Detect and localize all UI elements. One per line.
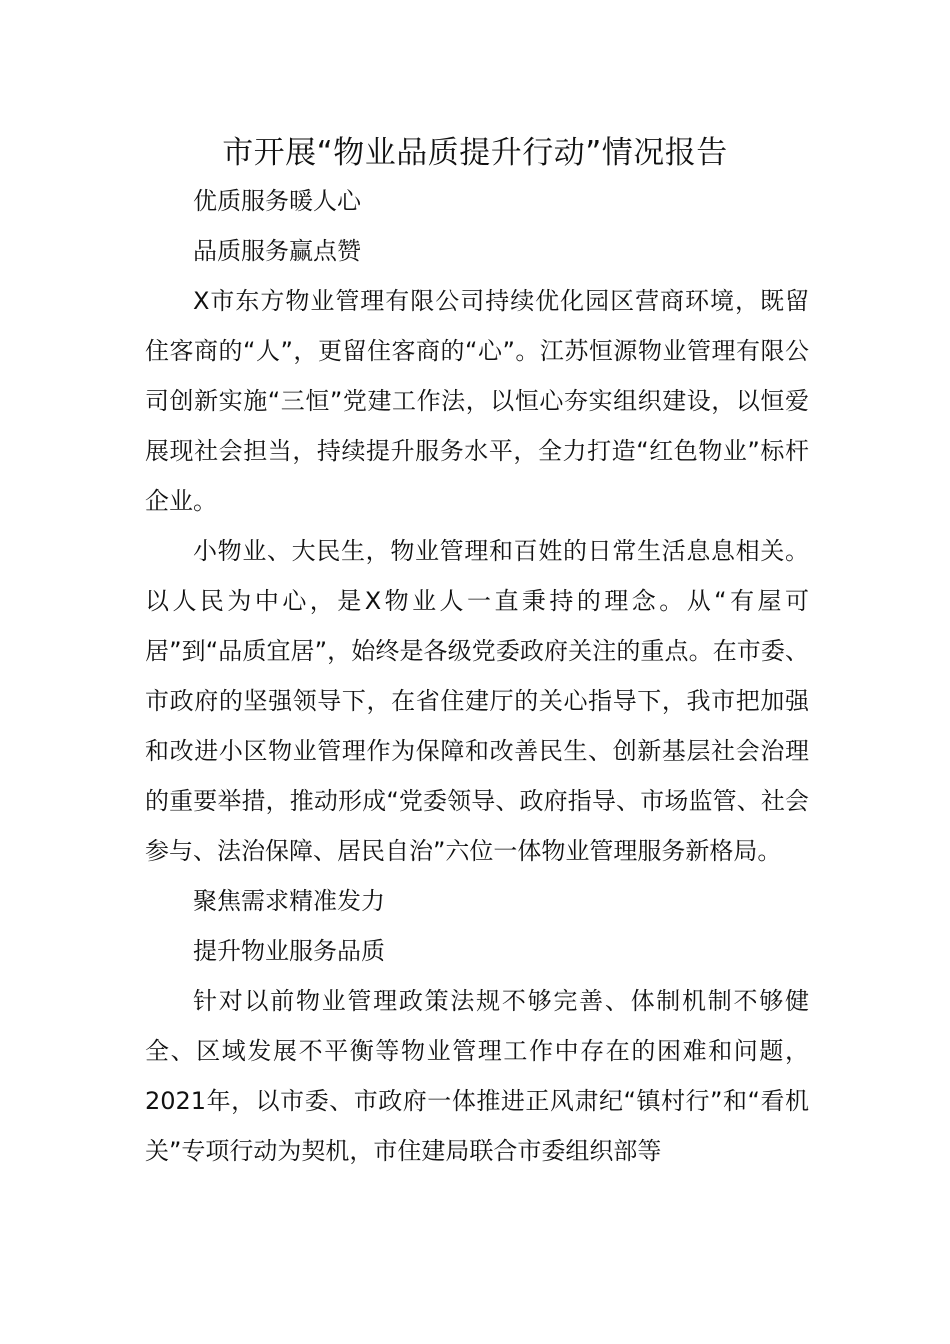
paragraph-2: 小物业、大民生，物业管理和百姓的日常生活息息相关。以人民为中心，是X物业人一直秉持的理念。从“有屋可居”到“品质宜居”，始终是各级党委政府关注的重点。在市委、市政府的坚强领导下，在省住建厅的关心指导下，我市把加强和改进小区物业管理作为保障和改善民生、创新基层社会治理的重要举措，推动形成“党委领导、政府指导、市场监管、社会参与、法治保障、居民自治”六位一体物业管理服务新格局。: [145, 537, 809, 865]
paragraph-3: 针对以前物业管理政策法规不够完善、体制机制不够健全、区域发展不平衡等物业管理工作中存在的困难和问题，2021年，以市委、市政府一体推进正风肃纪“镇村行”和“看机关”专项行动为契机，市住建局联合市委组织部等: [145, 987, 809, 1165]
subheading-4: 提升物业服务品质: [193, 937, 385, 965]
paragraph-1: X市东方物业管理有限公司持续优化园区营商环境，既留住客商的“人”，更留住客商的“心”。江苏恒源物业管理有限公司创新实施“三恒”党建工作法，以恒心夯实组织建设，以恒爱展现社会担当，持续提升服务水平，全力打造“红色物业”标杆企业。: [145, 287, 809, 515]
subheading-1: 优质服务暖人心: [193, 187, 361, 215]
document-title: 市开展“物业品质提升行动”情况报告: [222, 135, 728, 171]
document-body: [145, 176, 809, 1176]
subheading-3: 聚焦需求精准发力: [193, 887, 385, 915]
subheading-2: 品质服务赢点赞: [193, 237, 361, 265]
